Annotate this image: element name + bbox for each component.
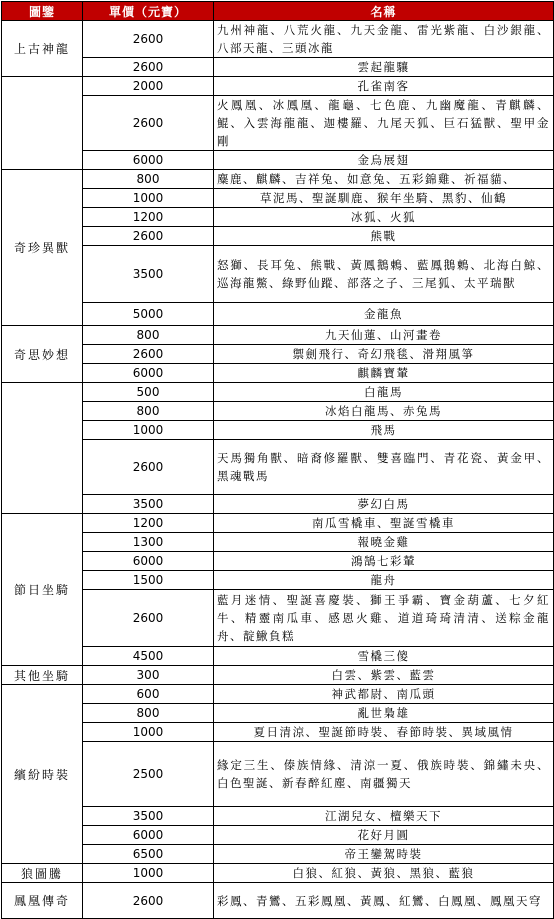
price-cell: 2600 bbox=[83, 227, 214, 246]
price-cell: 1500 bbox=[83, 571, 214, 590]
table-row bbox=[2, 77, 554, 96]
names-cell: 夏日清涼、聖誕節時裝、春節時裝、異域風情 bbox=[214, 723, 554, 742]
price-cell: 2600 bbox=[83, 345, 214, 364]
table-row bbox=[2, 723, 554, 742]
price-cell: 2600 bbox=[83, 21, 214, 58]
table-row bbox=[2, 208, 554, 227]
price-cell: 6000 bbox=[83, 151, 214, 170]
table-row bbox=[2, 495, 554, 514]
header-price: 單價（元寶） bbox=[83, 2, 214, 21]
names-cell: 冰焰白龍馬、赤兔馬 bbox=[214, 402, 554, 421]
table-row bbox=[2, 440, 554, 495]
table-row bbox=[2, 845, 554, 864]
names-cell: 麒麟寶輦 bbox=[214, 364, 554, 383]
mount-price-table bbox=[1, 1, 554, 919]
names-cell: 彩鳳、青鸞、五彩鳳凰、黃鳳、紅鸞、白鳳凰、鳳凰天穹 bbox=[214, 883, 554, 919]
category-cell: 其他坐騎 bbox=[2, 666, 83, 685]
price-cell: 800 bbox=[83, 402, 214, 421]
names-cell: 九州神龍、八荒火龍、九天金龍、雷光紫龍、白沙銀龍、八部天龍、三頭冰龍 bbox=[214, 21, 554, 58]
price-cell: 2600 bbox=[83, 883, 214, 919]
price-cell: 6000 bbox=[83, 826, 214, 845]
names-cell: 帝王鑾駕時裝 bbox=[214, 845, 554, 864]
price-cell: 1000 bbox=[83, 421, 214, 440]
names-cell: 花好月圓 bbox=[214, 826, 554, 845]
price-cell: 2600 bbox=[83, 440, 214, 495]
price-cell: 1000 bbox=[83, 864, 214, 883]
names-cell: 報曉金雞 bbox=[214, 533, 554, 552]
table-row bbox=[2, 590, 554, 647]
names-cell: 神武都尉、南瓜頭 bbox=[214, 685, 554, 704]
price-cell: 2600 bbox=[83, 58, 214, 77]
names-cell: 雲起龍驤 bbox=[214, 58, 554, 77]
names-cell: 亂世梟雄 bbox=[214, 704, 554, 723]
category-cell: 鳳凰傳奇 bbox=[2, 883, 83, 919]
names-cell: 緣定三生、傣族情緣、清涼一夏、俄族時裝、錦繡未央、白色聖誕、新春醉紅塵、南疆獨天 bbox=[214, 742, 554, 807]
table-row bbox=[2, 533, 554, 552]
price-cell: 6000 bbox=[83, 552, 214, 571]
names-cell: 飛馬 bbox=[214, 421, 554, 440]
names-cell: 夢幻白馬 bbox=[214, 495, 554, 514]
table-row bbox=[2, 402, 554, 421]
category-cell: 狼圖騰 bbox=[2, 864, 83, 883]
names-cell: 禦劍飛行、奇幻飛毯、滑翔風箏 bbox=[214, 345, 554, 364]
names-cell: 麋鹿、麒麟、吉祥兔、如意兔、五彩錦雞、祈福貓、 bbox=[214, 170, 554, 189]
names-cell: 孔雀南客 bbox=[214, 77, 554, 96]
table-row bbox=[2, 246, 554, 303]
table-row bbox=[2, 189, 554, 208]
table-row bbox=[2, 364, 554, 383]
names-cell: 龍舟 bbox=[214, 571, 554, 590]
table-row bbox=[2, 421, 554, 440]
price-cell: 3500 bbox=[83, 246, 214, 303]
names-cell: 鴻鵠七彩輦 bbox=[214, 552, 554, 571]
names-cell: 金烏展翅 bbox=[214, 151, 554, 170]
table-row bbox=[2, 227, 554, 246]
table-row bbox=[2, 383, 554, 402]
names-cell: 熊戰 bbox=[214, 227, 554, 246]
table-row bbox=[2, 514, 554, 533]
names-cell: 白龍馬 bbox=[214, 383, 554, 402]
price-cell: 500 bbox=[83, 383, 214, 402]
table-row bbox=[2, 864, 554, 883]
table-row bbox=[2, 704, 554, 723]
names-cell: 雪橇三傻 bbox=[214, 647, 554, 666]
table-row bbox=[2, 21, 554, 58]
table-row bbox=[2, 742, 554, 807]
table-row bbox=[2, 170, 554, 189]
table-row bbox=[2, 807, 554, 826]
price-cell: 300 bbox=[83, 666, 214, 685]
names-cell: 白雲、紫雲、藍雲 bbox=[214, 666, 554, 685]
price-cell: 1300 bbox=[83, 533, 214, 552]
names-cell: 怒獅、長耳兔、熊戰、黃鳳鵝鶇、藍鳳鵝鶇、北海白鯨、巡海龍鱉、綠野仙蹤、部落之子、三尾狐、太平瑞獸 bbox=[214, 246, 554, 303]
price-cell: 800 bbox=[83, 704, 214, 723]
category-cell: 繽紛時裝 bbox=[2, 685, 83, 864]
price-cell: 5000 bbox=[83, 303, 214, 326]
header-names: 名稱 bbox=[214, 2, 554, 21]
category-cell: 奇思妙想 bbox=[2, 326, 83, 383]
table-row bbox=[2, 345, 554, 364]
table-row bbox=[2, 571, 554, 590]
names-cell: 火鳳凰、冰鳳凰、龍龜、七色鹿、九幽魔龍、青麒麟、鯤、入雲海龍龍、迦樓羅、九尾天狐、巨石猛獸、聖甲金剛 bbox=[214, 96, 554, 151]
names-cell: 九天仙蓮、山河畫卷 bbox=[214, 326, 554, 345]
category-cell: 奇珍異獸 bbox=[2, 170, 83, 326]
price-cell: 6500 bbox=[83, 845, 214, 864]
table-row bbox=[2, 326, 554, 345]
price-cell: 600 bbox=[83, 685, 214, 704]
category-cell bbox=[2, 77, 83, 170]
table-row bbox=[2, 58, 554, 77]
price-cell: 1000 bbox=[83, 723, 214, 742]
category-cell: 節日坐騎 bbox=[2, 514, 83, 666]
names-cell: 藍月迷情、聖誕喜慶裝、獅王爭霸、寶金葫蘆、七夕紅牛、精靈南瓜車、感恩火雞、道道琦琦清清、送粽金龍舟、靛鰍負糕 bbox=[214, 590, 554, 647]
names-cell: 江湖兒女、檀樂天下 bbox=[214, 807, 554, 826]
table-row bbox=[2, 666, 554, 685]
header-row bbox=[2, 2, 554, 21]
category-cell: 上古神龍 bbox=[2, 21, 83, 77]
names-cell: 南瓜雪橇車、聖誕雪橇車 bbox=[214, 514, 554, 533]
names-cell: 金龍魚 bbox=[214, 303, 554, 326]
price-cell: 1200 bbox=[83, 208, 214, 227]
names-cell: 天馬獨角獸、暗裔修羅獸、雙喜臨門、青花瓷、黃金甲、黑魂戰馬 bbox=[214, 440, 554, 495]
header-category: 圖鑒 bbox=[2, 2, 83, 21]
price-cell: 2600 bbox=[83, 96, 214, 151]
names-cell: 草泥馬、聖誕馴鹿、猴年坐騎、黑豹、仙鶴 bbox=[214, 189, 554, 208]
table-row bbox=[2, 647, 554, 666]
table-row bbox=[2, 151, 554, 170]
price-cell: 800 bbox=[83, 326, 214, 345]
price-cell: 1200 bbox=[83, 514, 214, 533]
table-row bbox=[2, 303, 554, 326]
price-cell: 2000 bbox=[83, 77, 214, 96]
table-row bbox=[2, 552, 554, 571]
names-cell: 白狼、紅狼、黃狼、黑狼、藍狼 bbox=[214, 864, 554, 883]
table-row bbox=[2, 96, 554, 151]
price-cell: 2500 bbox=[83, 742, 214, 807]
price-cell: 1000 bbox=[83, 189, 214, 208]
names-cell: 冰狐、火狐 bbox=[214, 208, 554, 227]
price-cell: 2600 bbox=[83, 590, 214, 647]
price-cell: 6000 bbox=[83, 364, 214, 383]
table-row bbox=[2, 685, 554, 704]
table-row bbox=[2, 826, 554, 845]
category-cell bbox=[2, 383, 83, 514]
price-cell: 800 bbox=[83, 170, 214, 189]
price-cell: 3500 bbox=[83, 807, 214, 826]
price-cell: 3500 bbox=[83, 495, 214, 514]
price-cell: 4500 bbox=[83, 647, 214, 666]
